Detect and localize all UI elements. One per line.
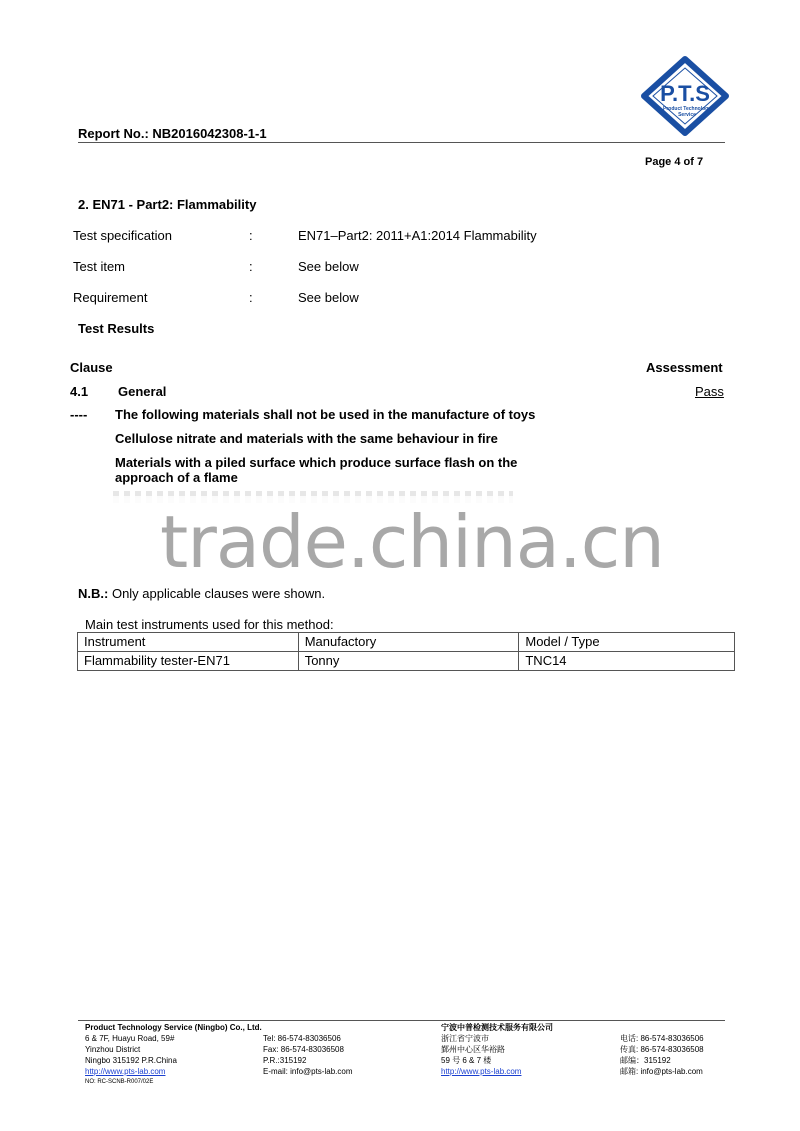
- footer-contact-cn: [620, 1033, 704, 1077]
- logo-subtitle-1: Product Technology: [663, 106, 711, 112]
- footer-tel: Tel: 86-574-83036506: [263, 1034, 341, 1043]
- table-header-cell: Model / Type: [519, 633, 735, 652]
- footer-company: Product Technology Service (Ningbo) Co., Ltd.: [85, 1023, 262, 1032]
- pts-logo: [640, 56, 730, 136]
- table-cell: Flammability tester-EN71: [78, 652, 299, 671]
- spec-row-test-specification: [73, 228, 733, 246]
- table-header-cell: Instrument: [78, 633, 299, 652]
- table-row: [78, 652, 735, 671]
- clause-dashes: ----: [70, 407, 88, 422]
- footer-email-cn: 邮箱: info@pts-lab.com: [620, 1067, 703, 1076]
- footer-postcode: P.R.:315192: [263, 1056, 307, 1065]
- spec-label: Requirement: [73, 290, 148, 305]
- clause-number: 4.1: [70, 384, 89, 399]
- test-results-title: Test Results: [78, 321, 155, 336]
- requirement-line: The following materials shall not be used in the manufacture of toys: [115, 407, 536, 422]
- spec-value: EN71–Part2: 2011+A1:2014 Flammability: [298, 228, 537, 243]
- report-number: Report No.: NB2016042308-1-1: [78, 126, 267, 141]
- assessment-header: Assessment: [646, 360, 723, 375]
- header-divider: [78, 142, 725, 143]
- footer-postcode-cn: 邮编：315192: [620, 1056, 671, 1065]
- footer-divider: [78, 1020, 725, 1021]
- clause-title: General: [118, 384, 167, 399]
- table-cell: Tonny: [298, 652, 519, 671]
- footer-website-link-cn[interactable]: http://www.pts-lab.com: [441, 1067, 522, 1076]
- footer-tel-cn: 电话: 86-574-83036506: [620, 1034, 704, 1043]
- footer-address-line-cn: 鄞州中心区华裕路: [441, 1045, 505, 1054]
- section-title: 2. EN71 - Part2: Flammability: [78, 197, 257, 212]
- page-number: Page 4 of 7: [645, 156, 704, 168]
- spec-label: Test specification: [73, 228, 172, 243]
- footer-address-line: Yinzhou District: [85, 1045, 141, 1054]
- instruments-caption: Main test instruments used for this method:: [85, 617, 334, 632]
- requirement-line: Cellulose nitrate and materials with the same behaviour in fire: [115, 431, 498, 446]
- note-text: Only applicable clauses were shown.: [108, 586, 326, 601]
- footer-company-cn: 宁波中普检测技术服务有限公司: [441, 1023, 553, 1032]
- note: [78, 586, 325, 601]
- requirement-line: Materials with a piled surface which produce surface flash on the: [115, 455, 518, 470]
- footer-address-line-cn: 浙江省宁波市: [441, 1034, 489, 1043]
- footer-email: E-mail: info@pts-lab.com: [263, 1067, 353, 1076]
- table-header-cell: Manufactory: [298, 633, 519, 652]
- footer-website-link[interactable]: http://www.pts-lab.com: [85, 1067, 166, 1076]
- spec-row-requirement: [73, 290, 733, 308]
- footer-address-line-cn: 59 号 6 & 7 楼: [441, 1056, 492, 1065]
- note-label: N.B.:: [78, 586, 109, 601]
- footer-address-line: 6 & 7F, Huayu Road, 59#: [85, 1034, 175, 1043]
- watermark: trade.china.cn: [160, 500, 664, 584]
- assessment-result: Pass: [695, 384, 724, 399]
- spec-value: See below: [298, 259, 359, 274]
- footer-address-cn: [441, 1022, 553, 1077]
- footer-form-number: NO: RC-SCNB-R007/02E: [85, 1079, 154, 1085]
- table-header-row: [78, 633, 735, 652]
- footer-address-line: Ningbo 315192 P.R.China: [85, 1056, 177, 1065]
- table-cell: TNC14: [519, 652, 735, 671]
- spec-colon: :: [249, 259, 253, 274]
- instruments-table: [77, 632, 735, 671]
- footer-contact-en: [263, 1033, 352, 1077]
- spec-label: Test item: [73, 259, 126, 274]
- footer-address-en: [85, 1022, 262, 1088]
- footer-fax: Fax: 86-574-83036508: [263, 1045, 344, 1054]
- spec-row-test-item: [73, 259, 733, 277]
- spec-value: See below: [298, 290, 359, 305]
- logo-subtitle-2: Service: [678, 112, 696, 118]
- requirement-line: approach of a flame: [115, 470, 238, 485]
- spec-colon: :: [249, 290, 253, 305]
- logo-text: P.T.S: [660, 81, 710, 106]
- footer-fax-cn: 传真: 86-574-83036508: [620, 1045, 704, 1054]
- spec-colon: :: [249, 228, 253, 243]
- clause-header: Clause: [70, 360, 113, 375]
